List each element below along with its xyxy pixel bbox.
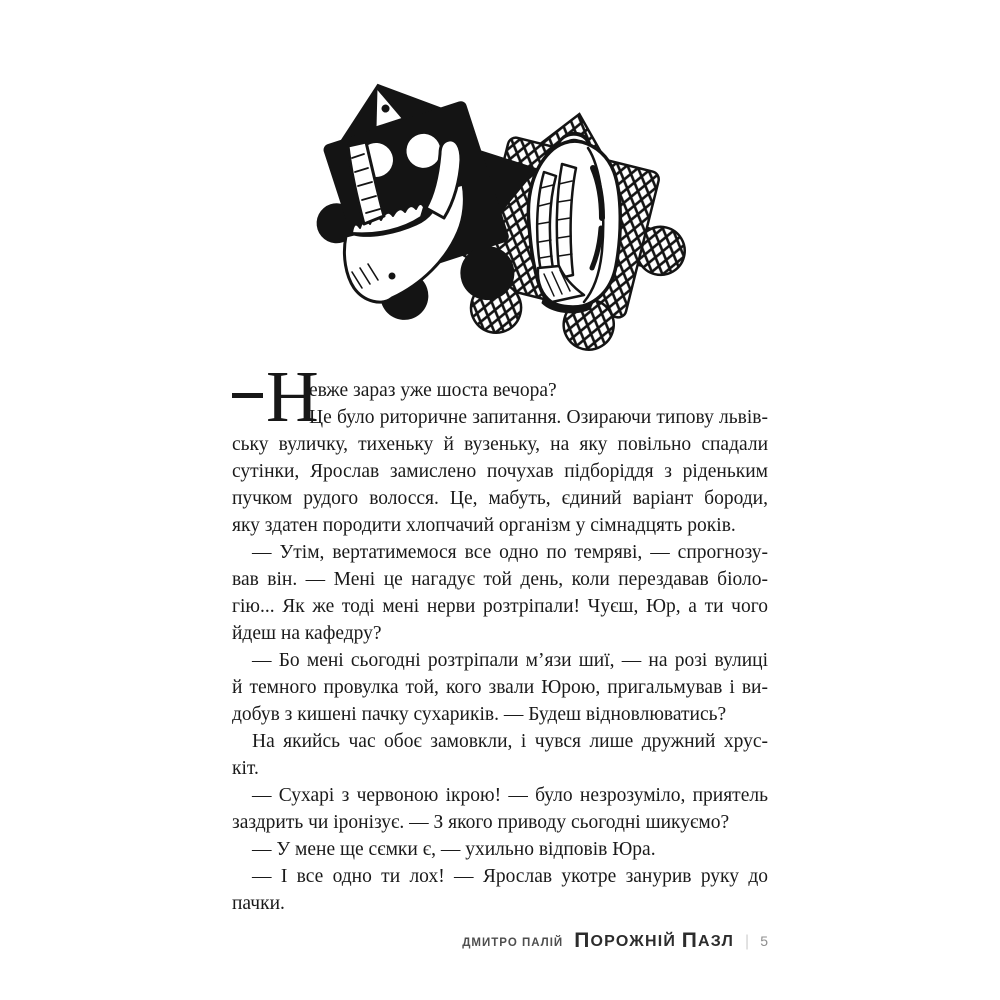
footer-book-title: ПОРОЖНІЙ ПАЗЛ xyxy=(574,929,735,952)
text-line: — Бо мені сьогодні розтріпали м’язи шиї, — на розі вулиці xyxy=(252,650,768,671)
text-line: — Сухарі з червоною ікрою! — було незрозуміло, приятель xyxy=(252,785,768,806)
text-line: — Утім, вертатимемося все одно по темряві, — спрогнозу- xyxy=(252,542,768,563)
text-line: заздрить чи іронізує. — З якого приводу сьогодні шикуємо? xyxy=(232,812,730,833)
paragraph xyxy=(232,539,768,647)
backpack-icon xyxy=(528,136,620,313)
text-line: сутінки, Ярослав замислено почухав підборіддя з ріденьким xyxy=(232,461,768,482)
text-line: Це було риторичне запитання. Озираючи типову львів- xyxy=(309,407,768,428)
text-block xyxy=(232,356,768,917)
text-line: На якийсь час обоє замовкли, і чувся лише дружний хрус- xyxy=(252,731,768,752)
text-line: яку здатен породити хлопчачий організм у сімнадцять років. xyxy=(232,515,736,536)
text-line: пучком рудого волосся. Це, мабуть, єдиний варіант бороди, xyxy=(232,488,768,509)
paragraph xyxy=(232,728,768,782)
text-line: — І все одно ти лох! — Ярослав укотре занурив руку до xyxy=(252,866,768,887)
text-line: евже зараз уже шоста вечора? xyxy=(309,380,557,401)
text-line: й темного провулка той, кого звали Юрою, пригальмував і ви- xyxy=(232,677,768,698)
puzzle-pieces-illustration xyxy=(288,76,728,346)
paragraph xyxy=(232,782,768,836)
puzzle-illustration-svg xyxy=(288,76,728,346)
text-line: гію... Як же тоді мені нерви розтріпали! Чуєш, Юр, а ти чого xyxy=(232,596,768,617)
dialogue-dash xyxy=(232,393,263,398)
paragraph xyxy=(232,647,768,728)
paragraph xyxy=(232,863,768,917)
page-footer xyxy=(462,928,768,952)
footer-separator: | xyxy=(745,933,749,950)
paragraph xyxy=(232,356,768,539)
drop-cap xyxy=(232,356,319,437)
text-line: вав він. — Мені це нагадує той день, коли перездавав біоло- xyxy=(232,569,768,590)
text-line: пачки. xyxy=(232,893,285,914)
text-line: йдеш на кафедру? xyxy=(232,623,382,644)
drop-cap-letter: Н xyxy=(266,356,319,437)
text-line: кіт. xyxy=(232,758,259,779)
text-line: ську вуличку, тихеньку й вузеньку, на яку повільно спадали xyxy=(232,434,768,455)
page-number: 5 xyxy=(760,933,768,949)
text-line: — У мене ще сємки є, — ухильно відповів Юра. xyxy=(252,839,656,860)
text-line: добув з кишені пачку сухариків. — Будеш відновлюватись? xyxy=(232,704,727,725)
paragraph xyxy=(232,836,768,863)
footer-author: ДМИТРО ПАЛІЙ xyxy=(462,937,564,949)
